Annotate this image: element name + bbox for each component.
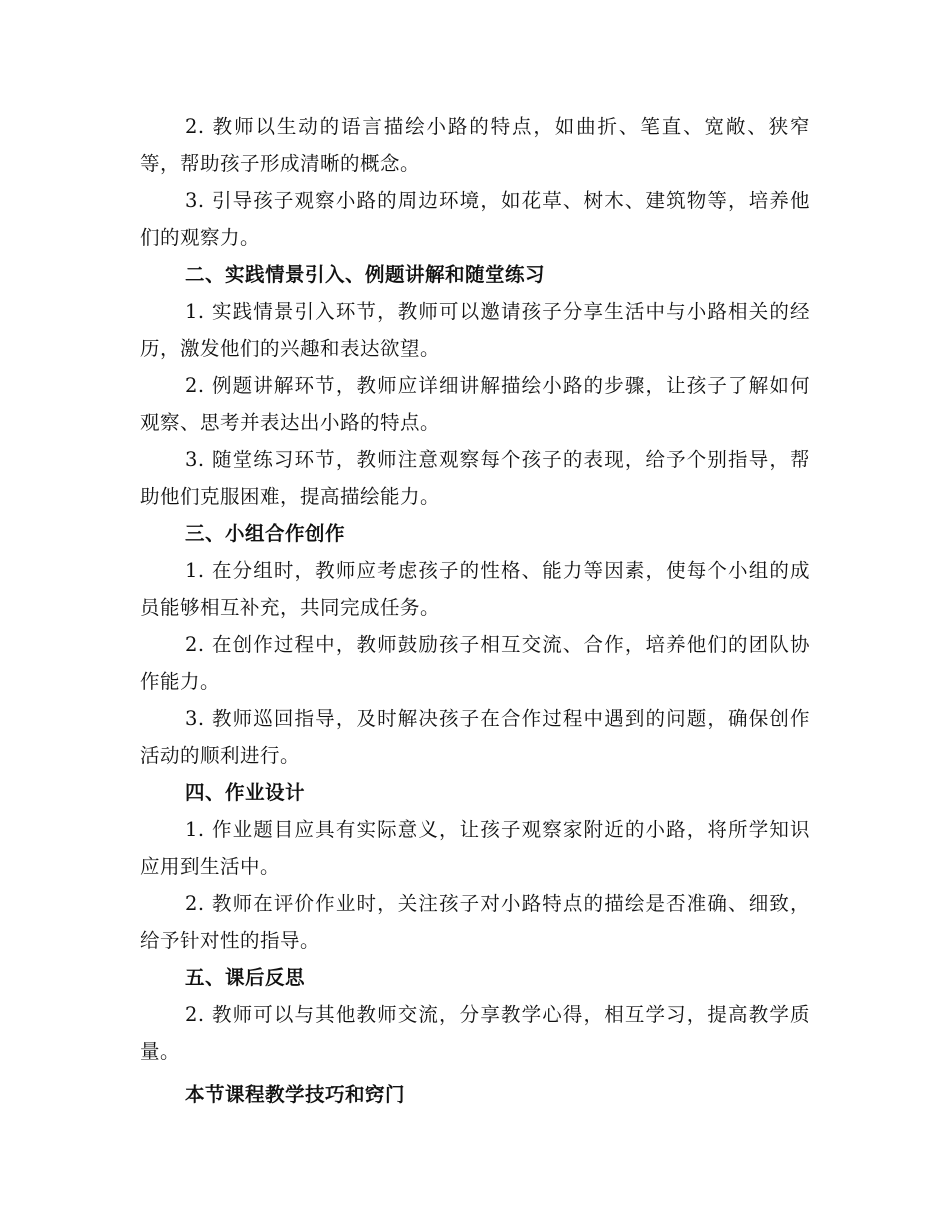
paragraph: 1. 实践情景引入环节，教师可以邀请孩子分享生活中与小路相关的经历，激发他们的兴趣和表达欲望。 [140,300,810,360]
section-heading: 二、实践情景引入、例题讲解和随堂练习 [185,263,546,286]
section-heading: 五、课后反思 [185,966,306,989]
document-body [140,108,810,1113]
paragraph: 1. 在分组时，教师应考虑孩子的性格、能力等因素，使每个小组的成员能够相互补充，共同完成任务。 [140,559,810,619]
paragraph: 2. 教师在评价作业时，关注孩子对小路特点的描绘是否准确、细致，给予针对性的指导。 [140,892,810,952]
paragraph: 2. 在创作过程中，教师鼓励孩子相互交流、合作，培养他们的团队协作能力。 [140,633,810,693]
paragraph: 3. 教师巡回指导，及时解决孩子在合作过程中遇到的问题，确保创作活动的顺利进行。 [140,707,810,767]
paragraph: 2. 例题讲解环节，教师应详细讲解描绘小路的步骤，让孩子了解如何观察、思考并表达出小路的特点。 [140,374,810,434]
section-heading: 四、作业设计 [185,781,306,804]
paragraph: 2. 教师可以与其他教师交流，分享教学心得，相互学习，提高教学质量。 [140,1003,810,1063]
paragraph: 3. 随堂练习环节，教师注意观察每个孩子的表现，给予个别指导，帮助他们克服困难，提高描绘能力。 [140,448,810,508]
paragraph: 1. 作业题目应具有实际意义，让孩子观察家附近的小路，将所学知识应用到生活中。 [140,818,810,878]
section-heading: 本节课程教学技巧和窍门 [185,1083,406,1106]
section-heading: 三、小组合作创作 [185,522,346,545]
paragraph: 2. 教师以生动的语言描绘小路的特点，如曲折、笔直、宽敞、狭窄等，帮助孩子形成清晰的概念。 [140,115,810,175]
paragraph: 3. 引导孩子观察小路的周边环境，如花草、树木、建筑物等，培养他们的观察力。 [140,189,810,249]
